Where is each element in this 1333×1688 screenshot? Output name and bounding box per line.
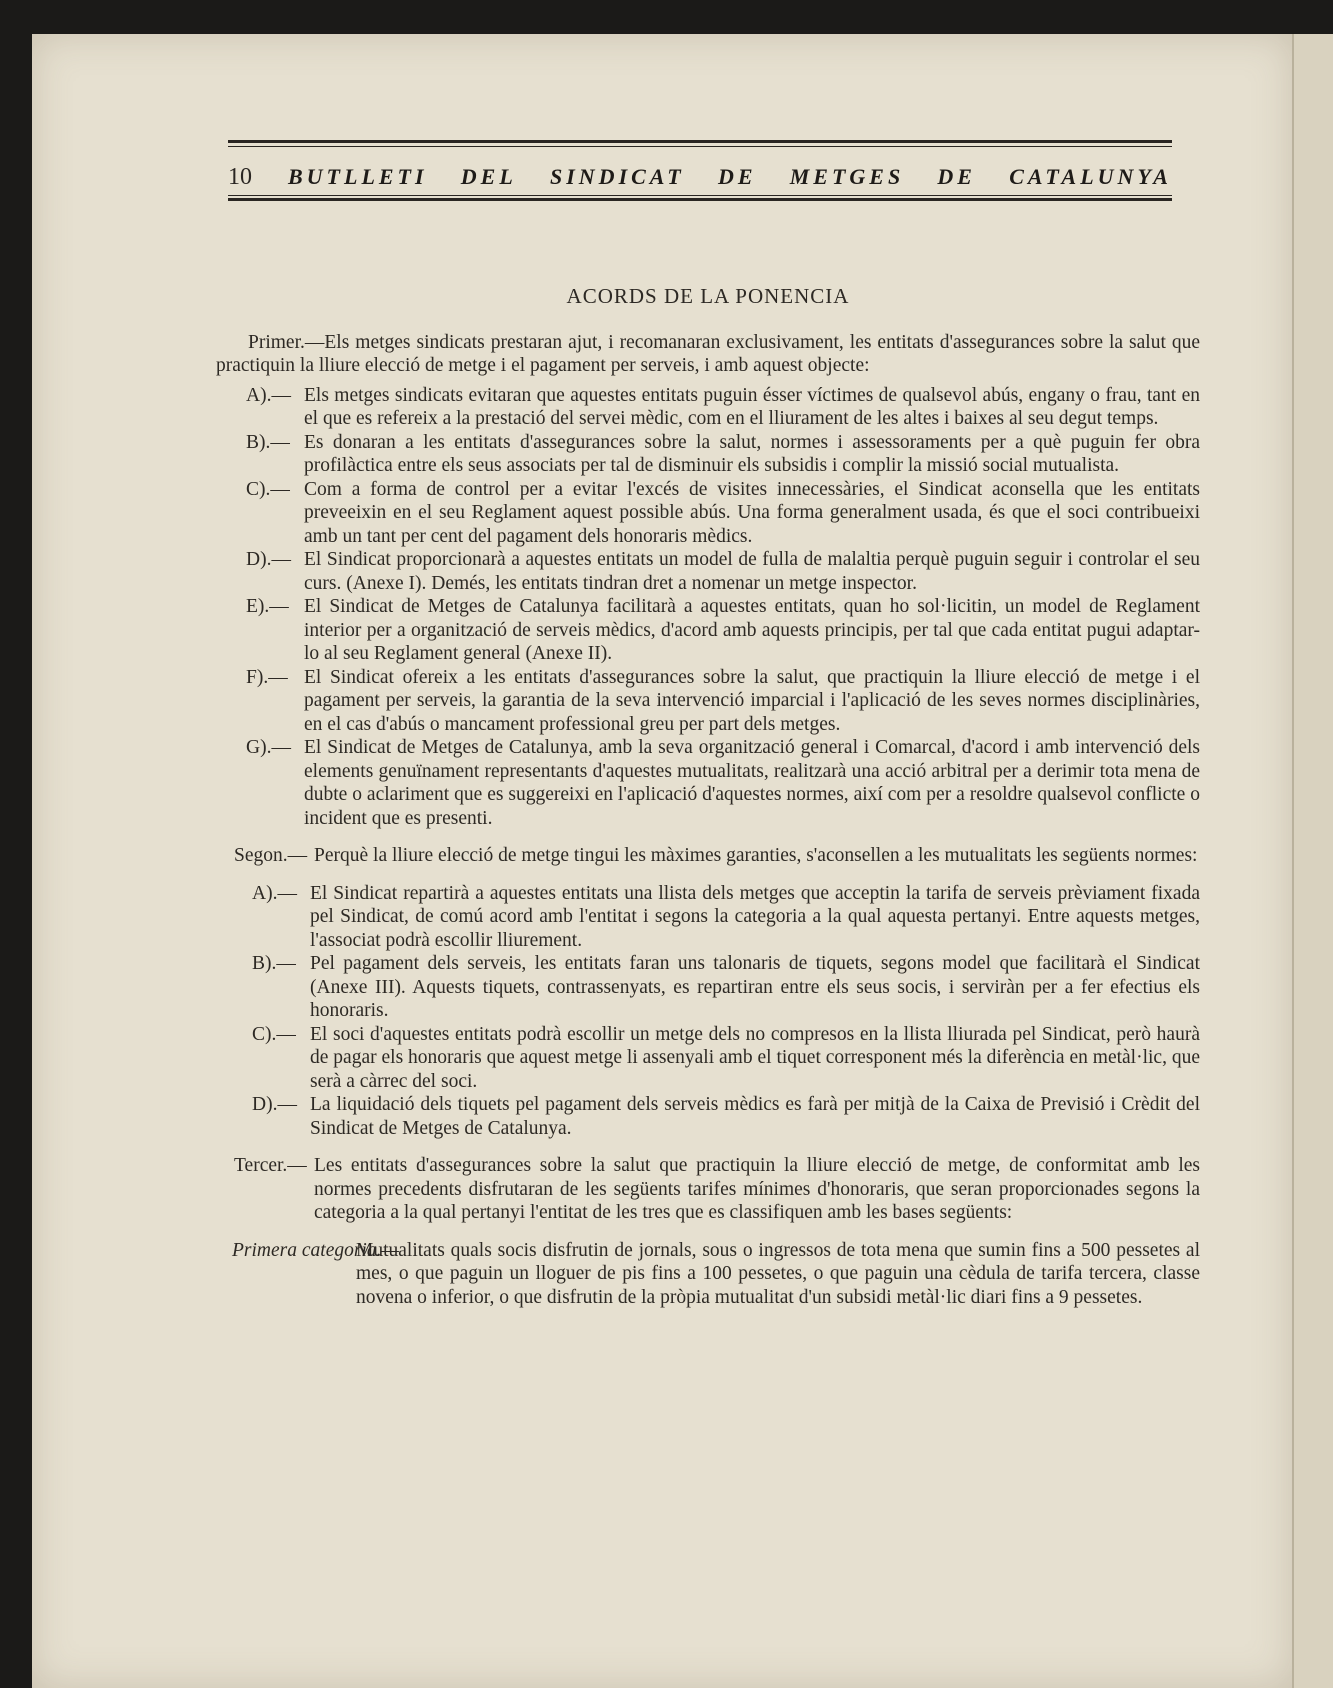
item-label: E).— — [246, 596, 289, 617]
primer-item-d — [246, 548, 1200, 595]
header-rule-bottom-thin — [228, 195, 1172, 196]
header-rule-top-thin — [228, 146, 1172, 147]
page-number: 10 — [228, 163, 252, 190]
category-text: Mutualitats quals socis disfrutin de jornals, sous o ingressos de tota mena que sumin fins a 500 pessetes al mes, o que paguin un lloguer de pis fins a 100 pessetes, o que paguin una cèdula de tarifa tercera, classe novena o inferior, o que disfrutin de la pròpia mutualitat d'un subsidi metàl·lic diari fins a 9 pessetes. — [356, 1239, 1200, 1308]
item-label: G).— — [246, 737, 291, 758]
section-label: Segon.— — [234, 845, 308, 866]
item-text: El Sindicat de Metges de Catalunya, amb la seva organització general i Comarcal, d'acord i amb intervenció dels elements genuïnament representants d'aquestes mutualitats, realitzarà una acció arbitral per a derimir tota mena de dubte o aclariment que es suggereixi en l'aplicació d'aquestes normes, així com per a resoldre qualsevol conflicte o incident que es presenti. — [304, 737, 1200, 829]
item-text: Els metges sindicats evitaran que aquestes entitats puguin ésser víctimes de qualsevol abús, engany o frau, tant en el que es refereix a la prestació del servei mèdic, com en el lliurament de les altes i baixes al seu degut temps. — [304, 384, 1200, 429]
header-rule-bottom — [228, 198, 1172, 201]
item-text: El Sindicat de Metges de Catalunya facilitarà a aquestes entitats, quan ho sol·licitin, un model de Reglament interior per a organització de serveis mèdics, d'acord amb aquests principis, per tal que cada entitat pugui adaptar-lo al seu Reglament general (Anexe II). — [304, 596, 1200, 664]
item-text: El Sindicat proporcionarà a aquestes entitats un model de fulla de malaltia perquè puguin seguir i controlar el seu curs. (Anexe I). Demés, les entitats tindran dret a nomenar un metge inspector. — [304, 549, 1200, 594]
category-label: Primera categoria.— — [232, 1239, 399, 1261]
primer-item-e — [246, 595, 1200, 666]
primer-item-c — [246, 478, 1200, 549]
header-rule-top — [228, 140, 1172, 143]
item-text: El Sindicat repartirà a aquestes entitats una llista dels metges que acceptin la tarifa de serveis prèviament fixada pel Sindicat, de comú acord amb l'entitat i segons la categoria a la qual aquesta pertanyi. Entre aquests metges, l'associat podrà escollir lliurement. — [310, 882, 1200, 951]
article-body — [216, 285, 1200, 1309]
item-label: B).— — [252, 953, 296, 974]
section-label: Tercer.— — [234, 1155, 307, 1176]
item-label: C).— — [252, 1023, 296, 1045]
item-label: F).— — [246, 666, 288, 688]
item-label: C).— — [246, 478, 290, 500]
item-label: B).— — [246, 431, 290, 453]
section-text: Perquè la lliure elecció de metge tingui les màximes garanties, s'aconsellen a les mutualitats les següents normes: — [314, 845, 1198, 866]
section-text: Les entitats d'assegurances sobre la salut que practiquin la lliure elecció de metge, de conformitat amb les normes precedents disfrutaran de les següents tarifes mínimes d'honoraris, que seran proporcionades segons la categoria a la qual pertanyi l'entitat de les tres que es classifiquen amb les bases següents: — [314, 1155, 1200, 1223]
segon-item-c — [252, 1023, 1200, 1094]
item-text: Pel pagament dels serveis, les entitats faran uns talonaris de tiquets, segons model que facilitarà el Sindicat (Anexe III). Aquests tiquets, contrassenyats, es repartiran entre els seus socis, i serviràn per a fer efectius els honoraris. — [310, 953, 1200, 1021]
masthead-word: DE — [717, 164, 757, 189]
item-text: Es donaran a les entitats d'assegurances sobre la salut, normes i assessoraments per a què puguin fer obra profilàctica entre els seus associats per tal de disminuir els subsidis i complir la missió social mutualista. — [304, 431, 1200, 476]
segon-item-a — [252, 882, 1200, 953]
primer-item-a — [246, 384, 1200, 431]
adjacent-page-edge — [1292, 34, 1333, 1688]
masthead-word: BUTLLETI — [288, 164, 428, 189]
item-label: D).— — [252, 1094, 297, 1115]
primer-intro: Primer.—Els metges sindicats prestaran ajut, i recomanaran exclusivament, les entitats d'assegurances sobre la salut que practiquin la lliure elecció de metge i el pagament per serveis, i amb aquest objecte: — [216, 331, 1200, 376]
item-label: A).— — [252, 882, 297, 904]
item-label: D).— — [246, 549, 291, 570]
article-title: ACORDS DE LA PONENCIA — [566, 284, 850, 308]
masthead — [288, 164, 1172, 190]
masthead-word: METGES — [789, 164, 905, 189]
primera-categoria — [232, 1239, 1200, 1310]
segon-item-d — [252, 1093, 1200, 1140]
primer-item-g — [246, 736, 1200, 830]
item-text: La liquidació dels tiquets pel pagament dels serveis mèdics es farà per mitjà de la Caixa de Previsió i Crèdit del Sindicat de Metges de Catalunya. — [310, 1094, 1200, 1139]
item-label: A).— — [246, 384, 291, 406]
segon-item-b — [252, 952, 1200, 1023]
masthead-word: DE — [937, 164, 976, 189]
item-text: Com a forma de control per a evitar l'excés de visites innecessàries, el Sindicat aconsella que les entitats preveeixin en el seu Reglament aquest possible abús. Una forma generalment usada, és que el soci contribueixi amb un tant per cent del pagament dels honoraris mèdics. — [304, 478, 1200, 547]
tercer-section — [234, 1154, 1200, 1225]
masthead-word: SINDICAT — [550, 164, 685, 189]
masthead-word: DEL — [460, 164, 517, 189]
item-text: El soci d'aquestes entitats podrà escollir un metge dels no compresos en la llista lliurada pel Sindicat, però haurà de pagar els honoraris que aquest metge li assenyali amb el tiquet corresponent més la diferència en metàl·lic, que serà a càrrec del soci. — [310, 1023, 1200, 1092]
masthead-word: CATALUNYA — [1009, 164, 1172, 189]
item-text: El Sindicat ofereix a les entitats d'assegurances sobre la salut, que practiquin la lliure elecció de metge i el pagament per serveis, la garantia de la seva intervenció imparcial i l'aplicació de les seves normes disciplinàries, en el cas d'abús o mancament professional greu per part dels metges. — [304, 666, 1200, 735]
primer-item-b — [246, 431, 1200, 478]
primer-item-f — [246, 666, 1200, 737]
segon-section — [234, 844, 1200, 868]
